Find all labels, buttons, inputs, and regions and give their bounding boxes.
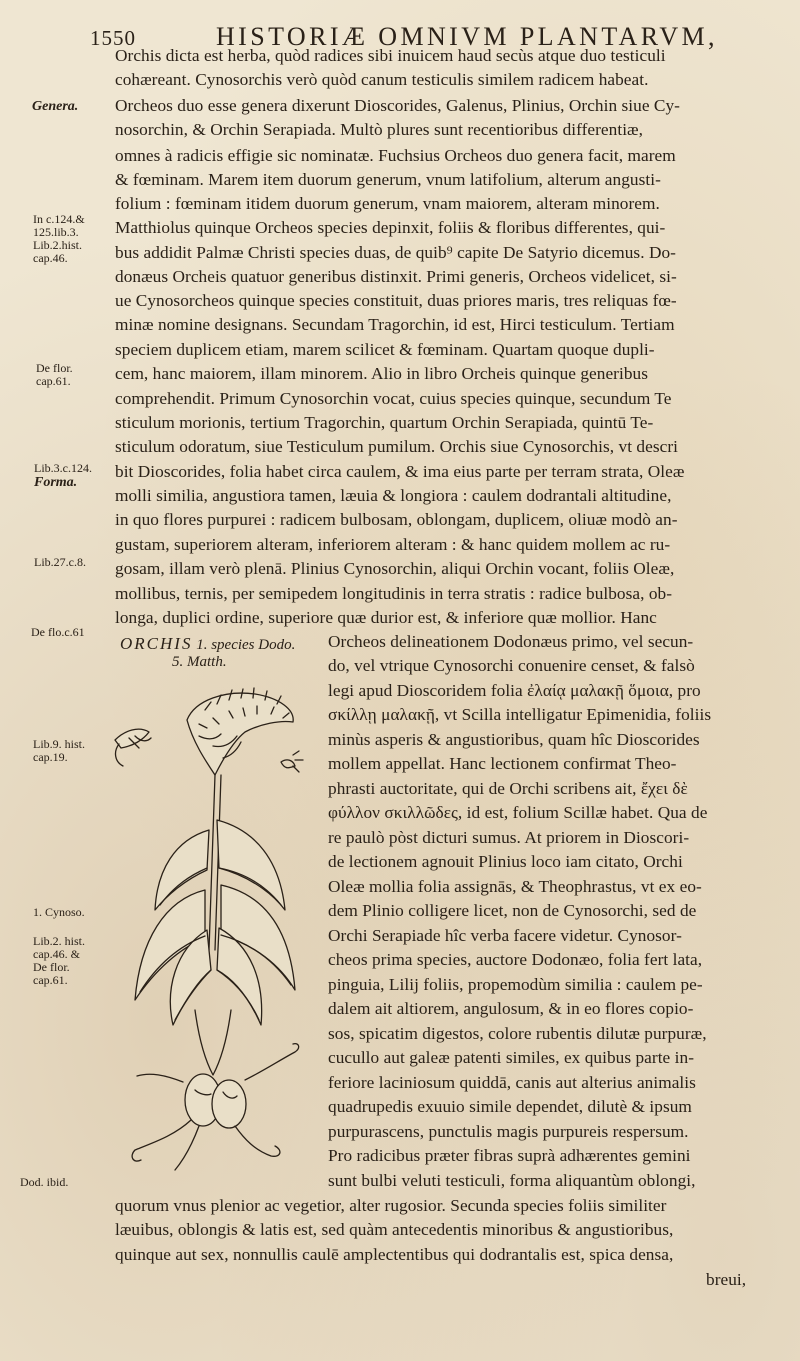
catchword: breui,: [706, 1270, 747, 1289]
bottom-line: quinque aut sex, nonnullis caulē amplectentibus qui dodrantalis est, spica densa,: [115, 1245, 674, 1264]
body-line: Matthiolus quinque Orcheos species depinxit, foliis & floribus differentes, qui-: [115, 218, 666, 237]
column-line: mollem appellat. Hanc lectionem confirmat Theo-: [328, 754, 677, 773]
column-line: legi apud Dioscoridem folia ἐλαίᾳ μαλακῇ ὅμοια, pro: [328, 681, 701, 700]
orchid-woodcut-illustration: [95, 680, 325, 1180]
body-line: donæus Orcheis quatuor generibus distinxit. Primi generis, Orcheos videlicet, si-: [115, 267, 677, 286]
body-line: bus addidit Palmæ Christi species duas, de quib⁹ capite De Satyrio dicemus. Do-: [115, 243, 676, 262]
body-line: comprehendit. Primum Cynosorchin vocat, cuius species quinque, secundum Te: [115, 389, 672, 408]
margin-note-references: In c.124.& 125.lib.3. Lib.2.hist. cap.46.: [33, 212, 85, 265]
body-line: minæ nomine designans. Secundam Tragorchin, id est, Hirci testiculum. Tertiam: [115, 315, 675, 334]
margin-note-forma: Forma.: [34, 475, 78, 490]
body-line: gosam, illam verò plenā. Plinius Cynosorchin, aliqui Orchin vocant, foliis Oleæ,: [115, 559, 675, 578]
body-line: mollibus, ternis, per semipedem longitudinis in terra stratis : radice bulbosa, ob-: [115, 584, 673, 603]
column-line: do, vel vtrique Cynosorchi conuenire censet, & falsò: [328, 656, 695, 675]
bottom-line: quorum vnus plenior ac vegetior, alter rugosior. Secunda species foliis similiter: [115, 1196, 667, 1215]
column-line: cucullo aut galeæ patenti similes, ex quibus parte in-: [328, 1048, 694, 1067]
page-number: 1550: [90, 26, 136, 50]
figure-caption: [120, 634, 295, 654]
body-line: sticulum odoratum, siue Testiculum pumilum. Orchis siue Cynosorchis, vt descri: [115, 437, 678, 456]
margin-note-lib3: Lib.3.c.124.: [34, 461, 92, 475]
bottom-line: læuibus, oblongis & latis est, sed quàm antecedentis minoribus & angustioribus,: [115, 1220, 674, 1239]
column-line: φύλλον σκιλλῶδες, id est, folium Scillæ habet. Qua de: [328, 803, 708, 822]
body-line: omnes à radicis effigie sic nominatæ. Fuchsius Orcheos duo genera facit, marem: [115, 146, 676, 165]
column-line: Oleæ mollia folia assignās, & Theophrastus, vt ex eo-: [328, 877, 702, 896]
margin-note-lib2: Lib.2. hist. cap.46. & De flor. cap.61.: [33, 934, 86, 987]
body-line: sticulum morionis, tertium Tragorchin, quartum Orchin Serapiada, quintū Te-: [115, 413, 654, 432]
column-line: sunt bulbi veluti testiculi, forma aliquantùm oblongi,: [328, 1171, 696, 1190]
column-line: pinguia, Lilij foliis, propemodùm similia : caulem pe-: [328, 975, 703, 994]
body-line: cem, hanc maiorem, illam minorem. Alio in libro Orcheis quinque generibus: [115, 364, 648, 383]
margin-note-lib9: Lib.9. hist. cap.19.: [33, 737, 86, 764]
body-line: molli similia, angustiora tamen, læuia & longiora : caulem dodrantali altitudine,: [115, 486, 672, 505]
body-line: Orchis dicta est herba, quòd radices sibi inuicem haud secùs atque duo testiculi: [115, 46, 666, 65]
column-line: Pro radicibus præter fibras suprà adhærentes gemini: [328, 1146, 691, 1165]
figure-caption-name: ORCHIS: [120, 634, 193, 653]
column-line: quadrupedis exuuio simile dependet, dilutè & ipsum: [328, 1097, 692, 1116]
margin-note-lib27: Lib.27.c.8.: [34, 555, 86, 569]
body-line: folium : fœminam itidem duorum generum, vnam maiorem, alteram minorem.: [115, 194, 660, 213]
column-line: feriore laciniosum quiddā, canis aut alterius animalis: [328, 1073, 696, 1092]
body-line: Orcheos duo esse genera dixerunt Dioscorides, Galenus, Plinius, Orchin siue Cy-: [115, 96, 680, 115]
column-line: Orchi Serapiade hîc verba facere videtur. Cynosor-: [328, 926, 682, 945]
figure-caption-second: 5. Matth.: [172, 654, 227, 670]
body-line: gustam, superiorem alteram, inferiorem alteram : & hanc quidem mollem ac ru-: [115, 535, 671, 554]
figure-caption-species: 1. species Dodo.: [196, 637, 296, 653]
column-line: cheos prima species, auctore Dodonæo, folia fert lata,: [328, 950, 703, 969]
body-line: nosorchin, & Orchin Serapiada. Multò plures sunt recentioribus differentiæ,: [115, 120, 643, 139]
column-line: σκίλλῃ μαλακῇ, vt Scilla intelligatur Epimenidia, foliis: [328, 705, 712, 724]
body-line: & fœminam. Marem item duorum generum, vnum latifolium, alterum angusti-: [115, 170, 661, 189]
column-line: Orcheos delineationem Dodonæus primo, vel secun-: [328, 632, 694, 651]
column-line: de lectionem agnouit Plinius loco iam citato, Orchi: [328, 852, 683, 871]
body-line: in quo flores purpurei : radicem bulbosam, oblongam, duplicem, oliuæ modò an-: [115, 510, 678, 529]
column-line: dem Plinio colligere licet, non de Cynosorchi, sed de: [328, 901, 697, 920]
body-line: bit Dioscorides, folia habet circa caulem, & ima eius parte per terram strata, Oleæ: [115, 462, 685, 481]
margin-note-de-flor: De flor. cap.61.: [36, 361, 73, 388]
body-line: ue Cynosorcheos quinque species constituit, duas priores maris, tres reliquas fœ-: [115, 291, 677, 310]
column-line: sos, spicatim digestos, colore rubentis dilutæ purpuræ,: [328, 1024, 707, 1043]
column-line: minùs asperis & angustioribus, quam hîc Dioscorides: [328, 730, 700, 749]
column-line: re paulò pòst dicturi sumus. At priorem in Dioscori-: [328, 828, 690, 847]
column-line: dalem ait altiorem, angulosum, & in eo flores copio-: [328, 999, 694, 1018]
margin-note-de-flo: De flo.c.61: [31, 625, 85, 639]
body-line: cohæreant. Cynosorchis verò quòd canum testiculis similem radicem habeat.: [115, 70, 649, 89]
body-line: longa, duplici ordine, superiore quæ durior est, & inferiore quæ mollior. Hanc: [115, 608, 657, 627]
column-line: phrasti auctoritate, qui de Orchi scribens ait, ἔχει δὲ: [328, 779, 688, 798]
margin-note-genera: Genera.: [32, 99, 79, 114]
margin-note-dod-ibid: Dod. ibid.: [20, 1175, 69, 1189]
body-line: speciem duplicem etiam, marem scilicet & fœminam. Quartam quoque dupli-: [115, 340, 655, 359]
margin-note-cynoso: 1. Cynoso.: [33, 905, 85, 919]
running-title: HISTORIÆ OMNIVM PLANTARVM,: [216, 22, 718, 51]
column-line: purpurascens, punctulis magis purpureis respersum.: [328, 1122, 689, 1141]
